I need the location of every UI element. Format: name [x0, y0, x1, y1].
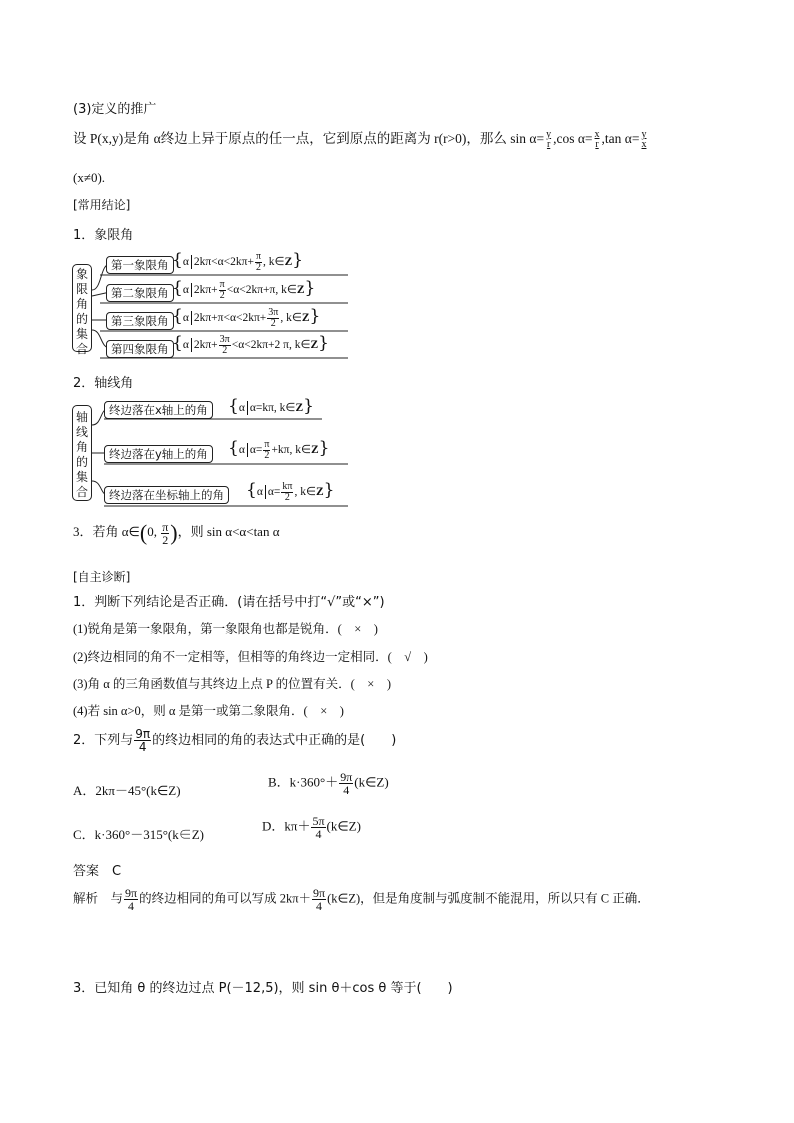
diag-question-3: 3．已知角 θ 的终边过点 P(－12,5)，则 sin θ＋cos θ 等于( ) [73, 981, 453, 996]
quadrant-set-4: {α 2kπ+ $\frac{3\pi}{2}$ <α<2kπ+2 π, k∈Z} [172, 333, 329, 356]
quadrant-label-2: 第二象限角 [106, 284, 174, 302]
axis-angle-title: 2．轴线角 [73, 376, 134, 391]
quadrant-label-4: 第四象限角 [106, 340, 174, 358]
analysis: 解析 与 $\frac{9\pi}{4}$ 的终边相同的角可以写成 2kπ＋ $\frac{9\pi}{4}$ (k∈Z)，但是角度制与弧度制不能混用，所以只有 C 正确． [73, 886, 650, 913]
definition-line [73, 127, 648, 150]
tan-fraction: $\frac{y}{x}$ [641, 128, 647, 150]
axis-label-both: 终边落在坐标轴上的角 [104, 486, 229, 504]
diag-item-2: (2)终边相同的角不一定相等，但相等的角终边一定相同．( √ ) [73, 650, 428, 664]
quadrant-angle-title: 1．象限角 [73, 228, 134, 243]
section-heading-definition: (3)定义的推广 [73, 102, 157, 117]
axis-set-y: {α α= $\frac{\pi}{2}$ +kπ, k∈Z} [228, 438, 330, 461]
axis-set-x: {α α=kπ, k∈Z} [228, 396, 314, 416]
quadrant-set-3: {α 2kπ+π<α<2kπ+ $\frac{3\pi}{2}$ , k∈Z} [172, 306, 321, 329]
option-d: D．kπ＋ $\frac{5\pi}{4}$ (k∈Z) [262, 814, 361, 841]
axis-label-x: 终边落在x轴上的角 [104, 401, 213, 419]
definition-condition: (x≠0). [73, 170, 106, 185]
option-c: C．k·360°－315°(k∈Z) [73, 827, 204, 842]
diag-question-1: 1．判断下列结论是否正确．(请在括号中打“√”或“×”) [73, 595, 385, 610]
tan-label: ,tan α= [601, 131, 640, 146]
common-conclusion-heading: [常用结论] [73, 198, 131, 212]
diag-item-4: (4)若 sin α>0，则 α 是第一或第二象限角．( × ) [73, 704, 344, 718]
cos-fraction: $\frac{x}{r}$ [594, 128, 600, 150]
sin-fraction: $\frac{y}{r}$ [546, 128, 552, 150]
diag-item-1: (1)锐角是第一象限角，第一象限角也都是锐角．( × ) [73, 622, 378, 636]
axis-set-both: {α α= $\frac{k\pi}{2}$ , k∈Z} [246, 480, 335, 503]
quadrant-set-2: {α 2kπ+ $\frac{\pi}{2}$ <α<2kπ+π, k∈Z} [172, 278, 316, 301]
diag-question-2: 2．下列与 $\frac{9\pi}{4}$ 的终边相同的角的表达式中正确的是( ) [73, 727, 397, 754]
axis-set-side-label: 轴 线 角 的 集 合 [72, 405, 92, 501]
conclusion-3: 3．若角 α∈(0, $\frac{\pi}{2}$ )，则 sin α<α<tan α [73, 519, 280, 547]
option-b: B．k·360°＋ $\frac{9\pi}{4}$ (k∈Z) [268, 770, 389, 797]
quadrant-set-1: {α 2kπ<α<2kπ+ $\frac{\pi}{2}$ , k∈Z} [172, 250, 304, 273]
axis-label-y: 终边落在y轴上的角 [104, 445, 213, 463]
definition-text: 设 P(x,y)是角 α终边上异于原点的任一点，它到原点的距离为 r(r>0)，那么 sin α= [73, 131, 545, 146]
option-a: A．2kπ－45°(k∈Z) [73, 783, 181, 798]
diag-item-3: (3)角 α 的三角函数值与其终边上点 P 的位置有关．( × ) [73, 677, 391, 691]
quadrant-label-1: 第一象限角 [106, 256, 174, 274]
cos-label: ,cos α= [553, 131, 593, 146]
quadrant-label-3: 第三象限角 [106, 312, 174, 330]
self-diagnosis-heading: [自主诊断] [73, 570, 131, 584]
quadrant-set-side-label: 象 限 角 的 集 合 [72, 264, 92, 352]
answer: 答案 C [73, 864, 122, 879]
